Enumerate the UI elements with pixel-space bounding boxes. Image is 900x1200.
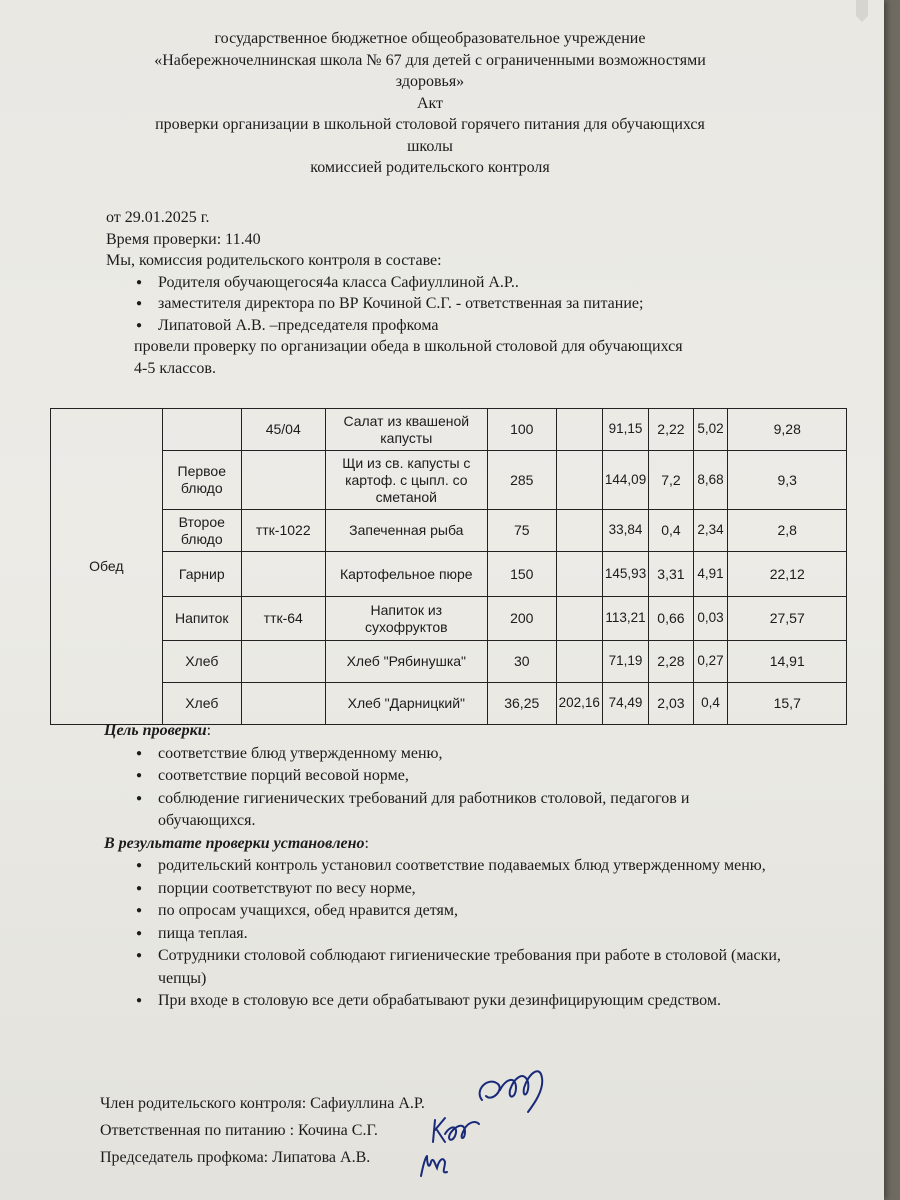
dish-cell: Напиток из сухофруктов — [325, 597, 487, 641]
goal-item: ● соблюдение гигиенических требований для работников столовой, педагогов и обучающихся. — [136, 788, 786, 833]
protein-cell: 7,2 — [649, 451, 693, 510]
category-cell: Хлеб — [162, 641, 241, 683]
goals-list — [106, 743, 786, 833]
checked-text: провели проверку по организации обеда в школьной столовой для обучающихся — [134, 338, 683, 355]
member-item: ● заместителя директора по ВР Кочиной С.Г. - ответственная за питание; — [136, 293, 766, 315]
result-item: ● порции соответствуют по весу норме, — [136, 878, 786, 901]
weight-cell: 75 — [487, 510, 556, 552]
institution-type: государственное бюджетное общеобразовательное учреждение — [214, 30, 646, 47]
carbs-cell: 14,91 — [728, 641, 847, 683]
carbs-cell: 27,57 — [728, 597, 847, 641]
fat-cell: 0,4 — [693, 683, 728, 725]
table-row — [51, 641, 847, 683]
commission-text: Мы, комиссия родительского контроля в составе: — [106, 252, 442, 269]
weight-cell: 200 — [487, 597, 556, 641]
code-cell — [241, 451, 325, 510]
results-colon: : — [364, 834, 369, 852]
protein-cell: 3,31 — [649, 552, 693, 597]
result-item: ● При входе в столовую все дети обрабатывают руки дезинфицирующим средством. — [136, 990, 786, 1013]
meal-cell: Обед — [51, 409, 163, 725]
weight-cell: 150 — [487, 552, 556, 597]
dish-cell: Хлеб "Дарницкий" — [325, 683, 487, 725]
table-row — [51, 597, 847, 641]
protein-cell: 2,28 — [649, 641, 693, 683]
dish-cell: Картофельное пюре — [325, 552, 487, 597]
carbs-cell: 9,28 — [728, 409, 847, 451]
weight-cell: 30 — [487, 641, 556, 683]
result-item: ● родительский контроль установил соответствие подаваемых блюд утвержденному меню, — [136, 855, 786, 878]
category-cell: Второе блюдо — [162, 510, 241, 552]
weight-cell: 36,25 — [487, 683, 556, 725]
extra-cell — [556, 597, 602, 641]
extra-cell: 202,16 — [556, 683, 602, 725]
category-cell: Хлеб — [162, 683, 241, 725]
code-cell: 45/04 — [241, 409, 325, 451]
protein-cell: 2,22 — [649, 409, 693, 451]
weight-cell: 285 — [487, 451, 556, 510]
intro-section — [106, 207, 766, 379]
carbs-cell: 15,7 — [728, 683, 847, 725]
energy-cell: 71,19 — [602, 641, 648, 683]
handwritten-signature-member — [470, 1060, 560, 1120]
goal-item: ● соответствие порций весовой норме, — [136, 765, 786, 788]
table-row — [51, 510, 847, 552]
result-item: ● Сотрудники столовой соблюдают гигиенические требования при работе в столовой (маски, чепцы) — [136, 945, 786, 990]
fat-cell: 8,68 — [693, 451, 728, 510]
goals-colon: : — [206, 722, 212, 739]
code-cell: ттк-1022 — [241, 510, 325, 552]
handwritten-signature-chair — [415, 1148, 455, 1180]
inspection-time: Время проверки: 11.40 — [106, 230, 261, 248]
table-row — [51, 552, 847, 597]
energy-cell: 33,84 — [602, 510, 648, 552]
protein-cell: 0,66 — [649, 597, 693, 641]
protein-cell: 2,03 — [649, 683, 693, 725]
results-heading-line — [106, 833, 786, 856]
dish-cell: Салат из квашеной капусты — [325, 409, 487, 451]
category-cell: Напиток — [162, 597, 241, 641]
table-row — [51, 409, 847, 451]
table-row — [51, 451, 847, 510]
institution-name: «Набережночелнинская школа № 67 для детей с ограниченными возможностями — [154, 51, 706, 69]
result-item: ● по опросам учащихся, обед нравится детям, — [136, 900, 786, 923]
signatures-section — [100, 1090, 425, 1171]
document-type: Акт — [416, 94, 444, 112]
paper-fold-icon — [854, 0, 870, 22]
energy-cell: 91,15 — [602, 409, 648, 451]
extra-cell — [556, 409, 602, 451]
dish-cell: Запеченная рыба — [325, 510, 487, 552]
energy-cell: 145,93 — [602, 552, 648, 597]
energy-cell: 144,09 — [602, 451, 648, 510]
goals-heading: Цель проверки — [104, 722, 207, 739]
goals-heading-line — [106, 720, 786, 743]
commission-members — [106, 272, 766, 337]
extra-cell — [556, 552, 602, 597]
institution-name-end: здоровья» — [395, 73, 465, 90]
member-item: ● Родителя обучающегося4а класса Сафиуллиной А.Р.. — [136, 272, 766, 294]
signature-responsible: Ответственная по питанию : Кочина С.Г. — [100, 1122, 378, 1139]
fat-cell: 2,34 — [693, 510, 728, 552]
classes-text: 4-5 классов. — [134, 359, 216, 377]
extra-cell — [556, 510, 602, 552]
code-cell — [241, 641, 325, 683]
code-cell — [241, 683, 325, 725]
fat-cell: 5,02 — [693, 409, 728, 451]
document-subject-commission: комиссией родительского контроля — [310, 159, 550, 176]
carbs-cell: 9,3 — [728, 451, 847, 510]
document-subject-end: школы — [407, 137, 453, 155]
signature-member: Член родительского контроля: Сафиуллина А.Р. — [100, 1095, 425, 1112]
fat-cell: 0,27 — [693, 641, 728, 683]
energy-cell: 113,21 — [602, 597, 648, 641]
inspection-date: от 29.01.2025 г. — [106, 209, 210, 226]
code-cell: ттк-64 — [241, 597, 325, 641]
energy-cell: 74,49 — [602, 683, 648, 725]
category-cell: Гарнир — [162, 552, 241, 597]
fat-cell: 0,03 — [693, 597, 728, 641]
result-item: ● пища теплая. — [136, 923, 786, 946]
goals-section — [106, 720, 786, 1013]
table-row — [51, 683, 847, 725]
carbs-cell: 2,8 — [728, 510, 847, 552]
extra-cell — [556, 451, 602, 510]
goal-item: ● соответствие блюд утвержденному меню, — [136, 743, 786, 766]
document-subject: проверки организации в школьной столовой горячего питания для обучающихся — [155, 116, 705, 133]
carbs-cell: 22,12 — [728, 552, 847, 597]
menu-table — [50, 408, 847, 725]
member-item: ● Липатовой А.В. –председателя профкома — [136, 315, 766, 337]
category-cell — [162, 409, 241, 451]
dish-cell: Хлеб "Рябинушка" — [325, 641, 487, 683]
category-cell: Первое блюдо — [162, 451, 241, 510]
results-list — [106, 855, 786, 1013]
results-heading: В результате проверки установлено — [104, 834, 365, 852]
dish-cell: Щи из св. капусты с картоф. с цыпл. со сметаной — [325, 451, 487, 510]
fat-cell: 4,91 — [693, 552, 728, 597]
weight-cell: 100 — [487, 409, 556, 451]
code-cell — [241, 552, 325, 597]
protein-cell: 0,4 — [649, 510, 693, 552]
handwritten-signature-responsible — [425, 1112, 485, 1148]
signature-chair: Председатель профкома: Липатова А.В. — [100, 1149, 371, 1166]
extra-cell — [556, 641, 602, 683]
document-header — [110, 28, 750, 179]
